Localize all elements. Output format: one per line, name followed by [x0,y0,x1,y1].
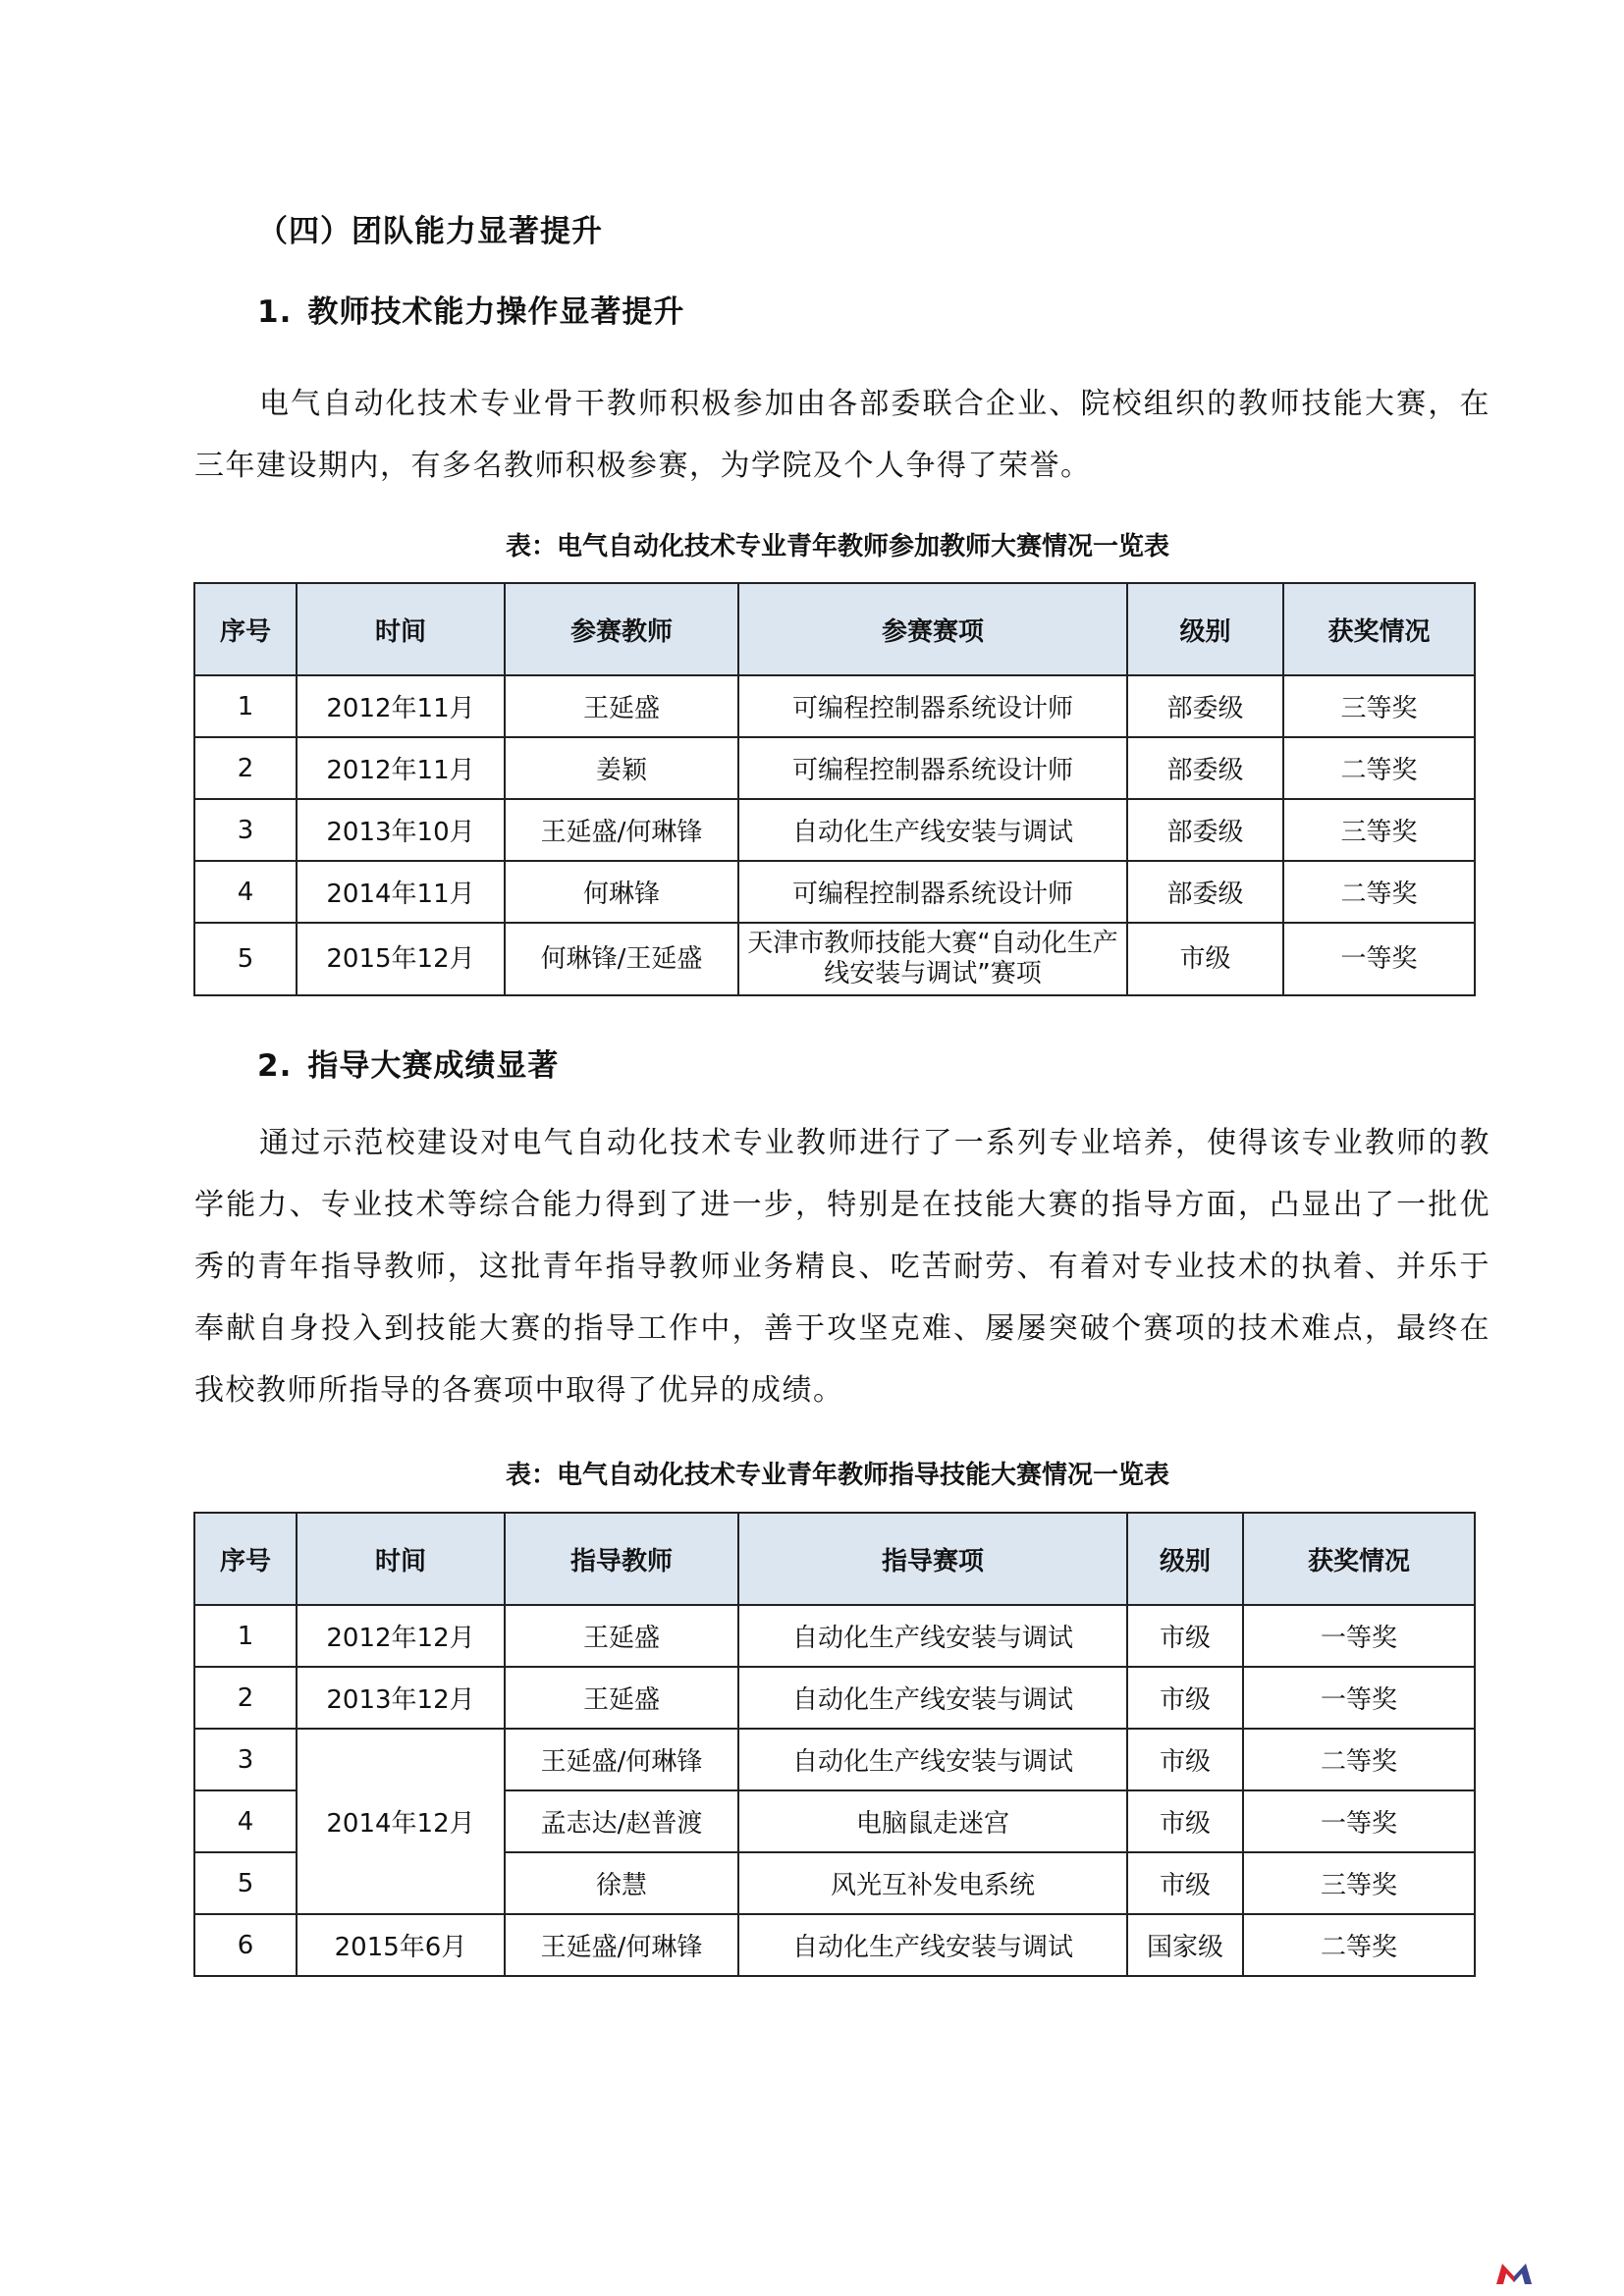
table-cell: 2012年11月 [297,737,505,799]
table-cell: 4 [194,1790,297,1852]
table-cell: 二等奖 [1243,1914,1475,1976]
table-cell: 天津市教师技能大赛“自动化生产线安装与调试”赛项 [738,923,1127,995]
table-cell: 自动化生产线安装与调试 [738,1914,1127,1976]
table-cell: 自动化生产线安装与调试 [738,1667,1127,1729]
table-cell: 电脑鼠走迷宫 [738,1790,1127,1852]
table-cell: 市级 [1127,1729,1243,1790]
table-cell: 王延盛 [505,1605,738,1667]
header-cell: 序号 [194,1513,297,1605]
table-row [194,1605,1475,1667]
subheading-1-title: 教师技术能力操作显著提升 [307,294,685,330]
table-cell: 4 [194,861,297,923]
table-cell: 王延盛 [505,675,738,737]
table-cell: 市级 [1127,1667,1243,1729]
table-cell: 姜颖 [505,737,738,799]
table-cell: 自动化生产线安装与调试 [738,799,1127,861]
table-cell: 可编程控制器系统设计师 [738,861,1127,923]
table-cell: 3 [194,1729,297,1790]
table-cell: 二等奖 [1283,737,1475,799]
header-cell: 时间 [297,583,505,675]
table-cell: 王延盛 [505,1667,738,1729]
table-row [194,861,1475,923]
header-cell: 级别 [1127,583,1283,675]
table-cell: 2015年6月 [297,1914,505,1976]
section-heading: （四）团队能力显著提升 [257,214,603,249]
table-cell: 部委级 [1127,675,1283,737]
header-cell: 获奖情况 [1243,1513,1475,1605]
subheading-2-number: 2. [257,1048,293,1084]
table-cell: 2015年12月 [297,923,505,995]
table-cell-merged-date: 2014年12月 [297,1729,505,1914]
table-cell: 市级 [1127,1852,1243,1914]
paragraph-2: 通过示范校建设对电气自动化技术专业教师进行了一系列专业培养，使得该专业教师的教学能力、专业技术等综合能力得到了进一步，特别是在技能大赛的指导方面，凸显出了一批优秀的青年指导教师，这批青年指导教师业务精良、吃苦耐劳、有着对专业技术的执着、并乐于奉献自身投入到技能大赛的指导工作中，善于攻坚克难、屡屡突破个赛项的技术难点，最终在我校教师所指导的各赛项中取得了优异的成绩。 [194,1126,1490,1408]
table-cell: 一等奖 [1283,923,1475,995]
table-cell: 自动化生产线安装与调试 [738,1729,1127,1790]
table-row [194,1729,1475,1790]
header-cell: 指导教师 [505,1513,738,1605]
table-cell: 一等奖 [1243,1667,1475,1729]
table-cell: 2014年11月 [297,861,505,923]
table-cell: 二等奖 [1283,861,1475,923]
subheading-1-number: 1. [257,294,293,330]
table-cell: 2012年12月 [297,1605,505,1667]
table-row [194,923,1475,995]
table-cell: 王延盛/何琳锋 [505,1914,738,1976]
table-row [194,737,1475,799]
table-cell: 风光互补发电系统 [738,1852,1127,1914]
table-cell: 何琳锋 [505,861,738,923]
table-row [194,1667,1475,1729]
table-cell: 三等奖 [1283,675,1475,737]
table-cell: 6 [194,1914,297,1976]
table-cell: 2012年11月 [297,675,505,737]
table-cell: 王延盛/何琳锋 [505,799,738,861]
subheading-2 [257,1041,559,1085]
table-header-row [194,583,1475,675]
paragraph-1: 电气自动化技术专业骨干教师积极参加由各部委联合企业、院校组织的教师技能大赛，在三年建设期内，有多名教师积极参赛，为学院及个人争得了荣誉。 [194,387,1490,483]
header-cell: 获奖情况 [1283,583,1475,675]
table-cell: 王延盛/何琳锋 [505,1729,738,1790]
table-1 [193,582,1476,996]
table-cell: 国家级 [1127,1914,1243,1976]
table-cell: 5 [194,1852,297,1914]
table-cell: 可编程控制器系统设计师 [738,675,1127,737]
table-cell: 部委级 [1127,861,1283,923]
table-2-caption: 表：电气自动化技术专业青年教师指导技能大赛情况一览表 [505,1461,1169,1490]
header-cell: 级别 [1127,1513,1243,1605]
table-cell: 三等奖 [1283,799,1475,861]
table-cell: 一等奖 [1243,1790,1475,1852]
table-cell: 自动化生产线安装与调试 [738,1605,1127,1667]
table-cell: 市级 [1127,1790,1243,1852]
table-2 [193,1512,1476,1977]
header-cell: 参赛教师 [505,583,738,675]
table-cell: 1 [194,675,297,737]
table-1-caption: 表：电气自动化技术专业青年教师参加教师大赛情况一览表 [505,532,1169,561]
header-cell: 参赛赛项 [738,583,1127,675]
table-cell: 部委级 [1127,799,1283,861]
header-cell: 序号 [194,583,297,675]
table-row [194,675,1475,737]
m-logo-icon [1494,2261,1534,2286]
table-cell: 3 [194,799,297,861]
table-cell: 孟志达/赵普渡 [505,1790,738,1852]
table-row [194,1914,1475,1976]
table-cell: 市级 [1127,923,1283,995]
table-cell: 1 [194,1605,297,1667]
subheading-1 [257,287,684,331]
header-cell: 指导赛项 [738,1513,1127,1605]
table-cell: 2013年10月 [297,799,505,861]
table-header-row [194,1513,1475,1605]
table-cell: 徐慧 [505,1852,738,1914]
table-cell: 市级 [1127,1605,1243,1667]
header-cell: 时间 [297,1513,505,1605]
table-cell: 二等奖 [1243,1729,1475,1790]
table-cell: 部委级 [1127,737,1283,799]
table-cell: 一等奖 [1243,1605,1475,1667]
table-cell: 可编程控制器系统设计师 [738,737,1127,799]
table-row [194,799,1475,861]
table-cell: 5 [194,923,297,995]
table-cell: 何琳锋/王延盛 [505,923,738,995]
table-cell: 2 [194,1667,297,1729]
table-cell: 2013年12月 [297,1667,505,1729]
table-cell: 2 [194,737,297,799]
subheading-2-title: 指导大赛成绩显著 [307,1048,560,1084]
table-cell: 三等奖 [1243,1852,1475,1914]
